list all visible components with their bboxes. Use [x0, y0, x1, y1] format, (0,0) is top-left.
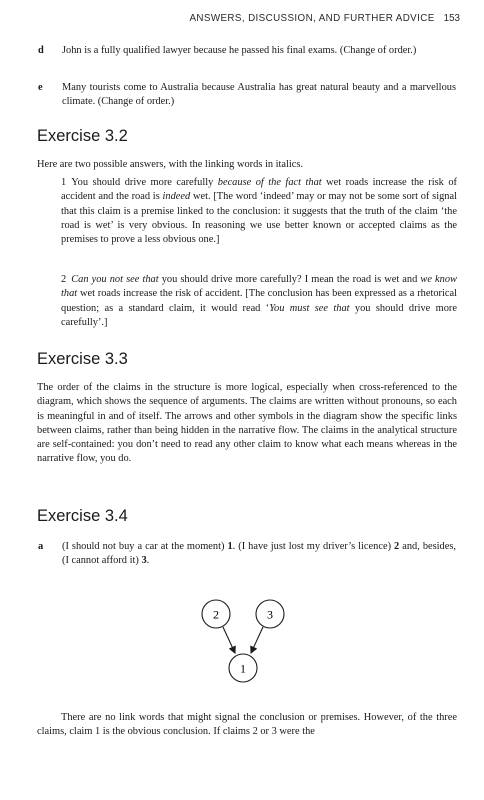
item-letter: e — [38, 82, 43, 93]
claim-text: . (I have just lost my driver’s licence) — [232, 541, 395, 552]
item-text: John is a fully qualified lawyer because he passed his final exams. (Change of order.) — [62, 45, 417, 56]
item-text: Many tourists come to Australia because Australia has great natural beauty and a marvellous climate. (Change of order.) — [62, 82, 456, 108]
answer-text: you should drive more carefully? I mean the road is wet and — [158, 274, 421, 285]
claim-number: 3 — [141, 555, 147, 567]
claim-text: (I should not buy a car at the moment) — [62, 541, 228, 552]
exercise-3-2-intro: Here are two possible answers, with the linking words in italics. — [37, 159, 304, 170]
running-title: ANSWERS, DISCUSSION, AND FURTHER ADVICE — [189, 13, 435, 24]
linking-words: Can you not see that — [71, 274, 159, 285]
list-item-a — [38, 540, 456, 569]
claim-number: 1 — [227, 541, 233, 552]
arrow-2-to-1 — [223, 627, 235, 653]
linking-words: we know that — [61, 274, 457, 300]
exercise-3-2-heading: Exercise 3.2 — [37, 127, 128, 145]
exercise-3-3-text: The order of the claims in the structure is more logical, especially when cross-referenced to the diagram, which shows the sequence of arguments. The claims are written without pronouns, so each is meaningful in and of itself. The arrows and other symbols in the diagram show the specific links between claims, rather than being hidden in the narrative flow. The claims in the analytical structure are self-contained: you don’t need to read any other claim to know what each means whereas in the narrative flow, you do. — [37, 382, 457, 465]
node-label-2: 2 — [213, 607, 219, 622]
item-text — [62, 540, 456, 569]
answer-text: You should drive more carefully — [71, 177, 218, 188]
node-label-3: 3 — [267, 607, 273, 622]
answer-number: 1 — [61, 177, 67, 188]
item-letter: a — [38, 541, 44, 552]
linking-words: You must see that — [269, 302, 350, 314]
exercise-3-4-discussion: There are no link words that might signal the conclusion or premises. However, of the three claims, claim 1 is the obvious conclusion. If claims 2 or 3 were the — [37, 712, 457, 738]
answer-text: wet. [The word ‘indeed’ may or may not be some sort of signal that this claim is a premise linked to the conclusion: it suggests that the truth of the claim ‘the road is wet’ is very obvious. In reasoning we use better known or accepted claims as the premises to prove a less obvious one.] — [61, 191, 457, 246]
linking-words: indeed — [162, 191, 191, 203]
list-item-e — [38, 81, 456, 110]
node-label-1: 1 — [240, 661, 246, 676]
page-number: 153 — [443, 13, 460, 24]
list-item-d — [38, 44, 456, 58]
claim-text: . — [146, 555, 150, 567]
claim-text: and, besides, (I cannot afford it) — [62, 541, 457, 567]
running-header — [0, 13, 484, 24]
exercise-3-4-heading: Exercise 3.4 — [37, 507, 128, 525]
answer-text: wet roads increase the risk of accident and the road is — [61, 177, 457, 203]
arrow-3-to-1 — [251, 627, 263, 653]
linking-words: because of the fact that — [217, 177, 322, 188]
exercise-3-3-heading: Exercise 3.3 — [37, 350, 128, 368]
answer-number: 2 — [61, 274, 67, 285]
answer-2 — [61, 273, 457, 330]
argument-diagram — [196, 594, 296, 686]
item-letter: d — [38, 45, 44, 56]
answer-text: you should drive more carefully’.] — [61, 302, 457, 328]
claim-number: 2 — [394, 541, 400, 552]
answer-1 — [61, 176, 457, 247]
answer-text: wet roads increase the risk of accident. [The conclusion has been expressed as a rhetorical question; as a standard claim, it would read ‘ — [61, 288, 457, 314]
